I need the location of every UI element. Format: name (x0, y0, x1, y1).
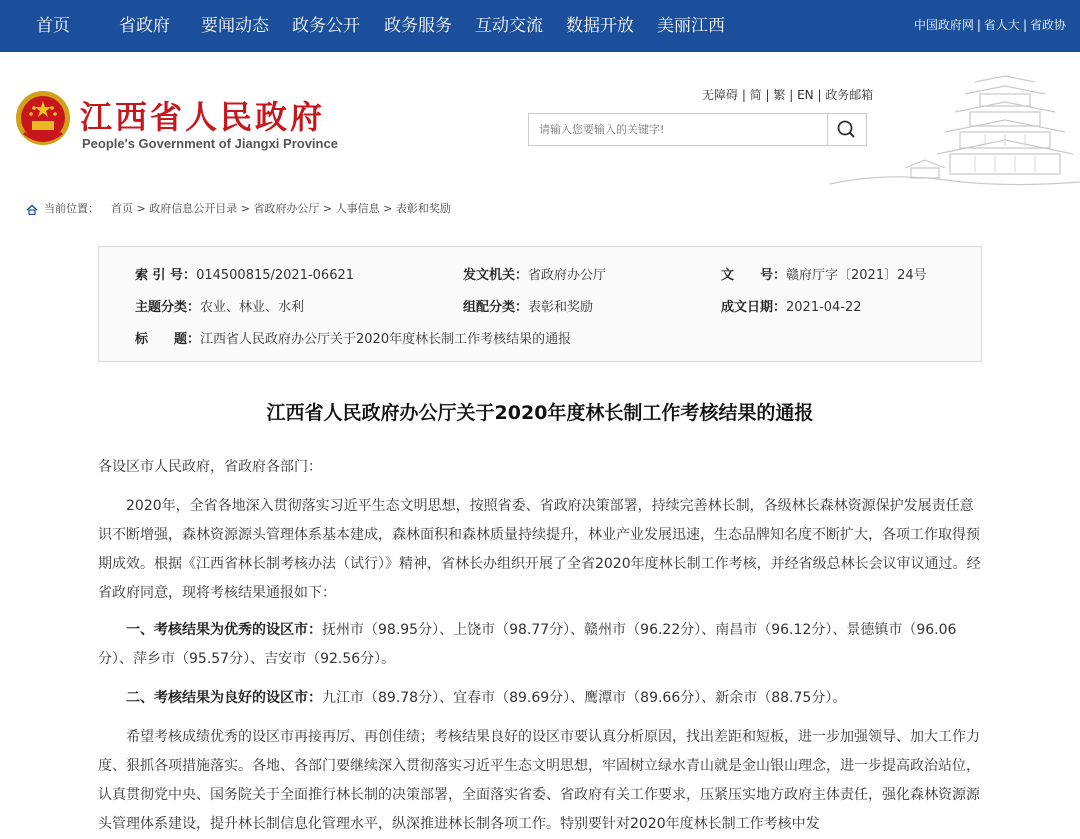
nav-item-open-data[interactable]: 数据开放 (566, 16, 634, 36)
national-emblem-icon (14, 88, 72, 148)
meta-topic: 主题分类：农业、林业、水利 (135, 300, 305, 315)
meta-index: 索 引 号：014500815/2021-06621 (135, 268, 355, 283)
breadcrumb-gov-office[interactable]: 省政府办公厅 (253, 202, 320, 215)
meta-date: 成文日期：2021-04-22 (721, 300, 862, 315)
item-good-text: 九江市（89.78分）、宜春市（89.69分）、鹰潭市（89.66分）、新余市（88.75分）。 (322, 690, 847, 706)
item-excellent-text: 抚州市（98.95分）、上饶市（98.77分）、赣州市（96.22分）、南昌市（96.12分）、景德镇市（96.06分）、萍乡市（95.57分）、吉安市（92.56分）。 (98, 622, 957, 667)
top-nav (0, 0, 1080, 52)
nav-item-province-gov[interactable]: 省政府 (119, 16, 170, 36)
breadcrumb-label: 当前位置： (44, 202, 99, 215)
breadcrumb-awards[interactable]: 表彰和奖励 (395, 202, 451, 215)
tower-illustration (825, 72, 1080, 187)
meta-title: 标 题：江西省人民政府办公厅关于2020年度林长制工作考核结果的通报 (135, 332, 572, 347)
breadcrumb-home[interactable]: 首页 (111, 202, 133, 215)
article-item-excellent (98, 616, 984, 674)
meta-category: 组配分类：表彰和奖励 (463, 300, 594, 315)
site-name-cn[interactable]: 江西省人民政府 (80, 98, 326, 136)
article-salutation: 各设区市人民政府，省政府各部门： (98, 459, 322, 475)
item-excellent-label: 一、考核结果为优秀的设区市： (126, 622, 322, 638)
article-paragraph-2: 希望考核成绩优秀的设区市再接再厉、再创佳绩；考核结果良好的设区市要认真分析原因，找出差距和短板，进一步加强领导、加大工作力度、狠抓各项措施落实。各地、各部门要继续深入贯彻落实习近平生态文明思想，牢固树立绿水青山就是金山银山理念，进一步提高政治站位，认真贯彻党中央、国务院关于全面推行林长制的决策部署，全面落实省委、省政府有关工作要求，压紧压实地方政府主体责任，强化森林资源源头管理体系建设，提升林长制信息化管理水平，纵深推进林长制各项工作。特别要针对2020年度林长制工作考核中发 (98, 729, 980, 832)
nav-item-news[interactable]: 要闻动态 (201, 16, 269, 36)
external-links: 中国政府网 | 省人大 | 省政协 (913, 18, 1066, 32)
link-gov-mail[interactable]: 政务邮箱 (825, 88, 874, 102)
article-item-good (98, 684, 984, 713)
nav-item-home[interactable]: 首页 (36, 16, 70, 36)
link-central-gov[interactable]: 中国政府网 (913, 18, 974, 32)
link-simplified[interactable]: 简 (749, 88, 762, 102)
breadcrumb: 当前位置： 首页 > 政府信息公开目录 > 省政府办公厅 > 人事信息 > 表彰和奖励 (26, 200, 451, 216)
meta-issuer: 发文机关：省政府办公厅 (463, 268, 607, 283)
nav-item-gov-open[interactable]: 政务公开 (292, 16, 360, 36)
article-title: 江西省人民政府办公厅关于2020年度林长制工作考核结果的通报 (266, 402, 814, 424)
home-icon (26, 204, 38, 215)
nav-item-gov-service[interactable]: 政务服务 (384, 16, 452, 36)
link-english[interactable]: EN (797, 88, 814, 102)
doc-metadata (98, 246, 982, 362)
breadcrumb-gov-info[interactable]: 政府信息公开目录 (149, 202, 238, 215)
search-input[interactable] (529, 114, 831, 145)
link-npc[interactable]: 省人大 (983, 18, 1020, 32)
nav-item-beautiful-jiangxi[interactable]: 美丽江西 (657, 16, 725, 36)
search-box (528, 113, 867, 146)
item-good-label: 二、考核结果为良好的设区市： (126, 690, 322, 706)
meta-doc-no: 文 号：赣府厅字〔2021〕24号 (721, 268, 927, 283)
article-paragraph-1: 2020年，全省各地深入贯彻落实习近平生态文明思想，按照省委、省政府决策部署，持续完善林长制，各级林长森林资源保护发展责任意识不断增强，森林资源源头管理体系基本建成，森林面积和森林质量持续提升，林业产业发展迅速，生态品牌知名度不断扩大，各项工作取得预期成效。根据《江西省林长制考核办法（试行）》精神，省林长办组织开展了全省2020年度林长制工作考核，并经省级总林长会议审议通过。经省政府同意，现将考核结果通报如下： (98, 498, 981, 601)
nav-item-interaction[interactable]: 互动交流 (475, 16, 543, 36)
breadcrumb-personnel[interactable]: 人事信息 (335, 202, 380, 215)
site-name-en: People's Government of Jiangxi Province (82, 136, 338, 151)
utility-links: 无障碍 | 简 | 繁 | EN | 政务邮箱 (702, 88, 874, 102)
link-traditional[interactable]: 繁 (773, 88, 786, 102)
link-cppcc[interactable]: 省政协 (1029, 18, 1066, 32)
link-accessibility[interactable]: 无障碍 (702, 88, 739, 102)
